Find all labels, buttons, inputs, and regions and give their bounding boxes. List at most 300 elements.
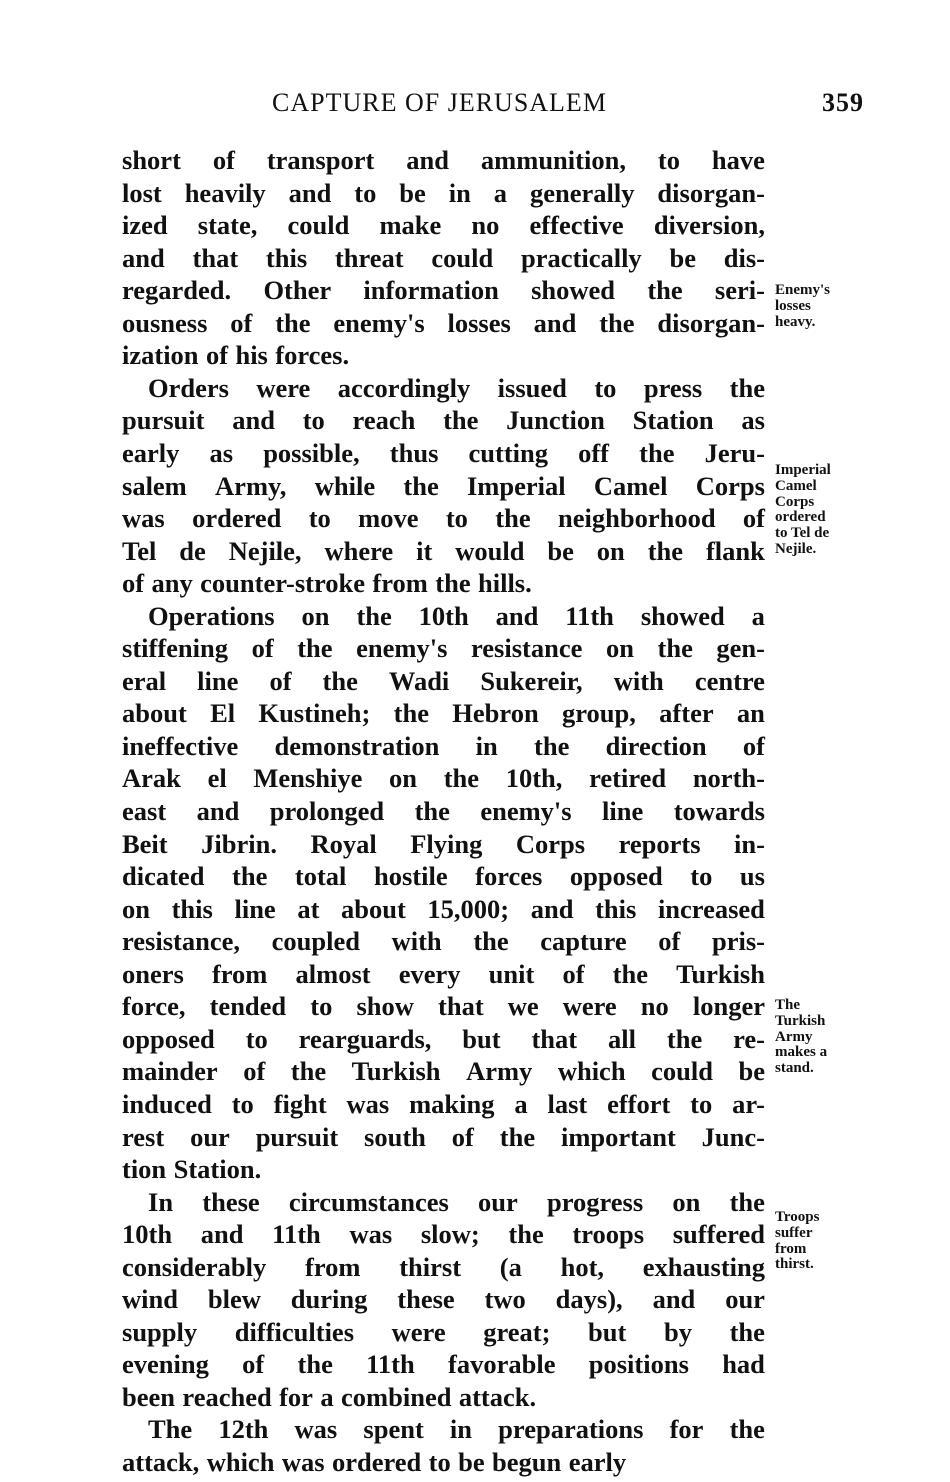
word: centre xyxy=(694,665,765,696)
word: 11th xyxy=(272,1219,321,1250)
text-line xyxy=(148,600,765,632)
word: fight xyxy=(273,1088,327,1119)
word: state, xyxy=(197,210,258,241)
word: counter-stroke xyxy=(200,568,365,599)
word: line xyxy=(197,665,239,696)
word: making xyxy=(409,1088,495,1119)
word: neighborhood xyxy=(557,503,716,534)
word: us xyxy=(739,861,765,892)
margin-note-line: suffer xyxy=(775,1224,813,1241)
word: total xyxy=(294,861,347,892)
word: effort xyxy=(607,1088,671,1119)
word: and xyxy=(406,145,449,175)
word: no xyxy=(471,210,500,241)
word: enemy's xyxy=(480,796,572,826)
word: Camel xyxy=(593,470,668,501)
word: with xyxy=(613,665,664,696)
word: Imperial xyxy=(466,470,566,501)
word: this xyxy=(595,893,637,924)
page-number: 359 xyxy=(822,88,864,117)
margin-note-line: stand. xyxy=(775,1060,814,1077)
text-line xyxy=(122,1381,765,1413)
word: which xyxy=(557,1056,626,1087)
word: disorgan- xyxy=(657,177,765,208)
word: from xyxy=(305,1251,361,1282)
word: Station. xyxy=(173,1154,262,1185)
text-line xyxy=(122,958,765,990)
word: the xyxy=(495,503,531,534)
word: considerably xyxy=(122,1251,267,1282)
margin-note-line: Nejile. xyxy=(775,541,817,557)
word: could xyxy=(651,1056,713,1087)
word: have xyxy=(711,145,765,175)
word: be xyxy=(458,1447,485,1477)
word: Flying xyxy=(410,828,483,859)
margin-note-line: thirst. xyxy=(775,1256,814,1273)
word: Menshiye xyxy=(253,763,363,794)
word: to xyxy=(428,1447,451,1477)
margin-note-line: makes a xyxy=(775,1044,828,1061)
word: forces. xyxy=(275,340,350,371)
word: pursuit xyxy=(255,1121,339,1152)
word: showed xyxy=(640,600,725,631)
word: information xyxy=(363,275,499,306)
word: of xyxy=(742,730,765,761)
word: our xyxy=(725,1284,765,1315)
margin-note-line: Imperial xyxy=(775,462,831,478)
text-line xyxy=(122,567,765,599)
word: of xyxy=(243,1056,266,1087)
word: and xyxy=(533,307,577,338)
text-line xyxy=(122,697,765,729)
word: attack, xyxy=(122,1447,200,1477)
word: Beit xyxy=(122,828,168,859)
word: 10th, xyxy=(505,763,563,794)
word: to xyxy=(354,177,377,208)
word: spent xyxy=(363,1414,424,1445)
word: 11th xyxy=(565,600,614,631)
text-line xyxy=(122,632,765,664)
text-line xyxy=(122,665,765,697)
word: accordingly xyxy=(337,372,471,403)
word: ar- xyxy=(732,1088,765,1119)
word: the xyxy=(508,1219,544,1250)
text-line xyxy=(122,177,765,209)
word: (a xyxy=(499,1251,522,1282)
word: Turkish xyxy=(351,1056,441,1087)
word: to xyxy=(657,145,680,175)
word: the xyxy=(729,372,765,403)
word: in xyxy=(449,1414,473,1445)
word: last xyxy=(547,1088,588,1119)
word: it xyxy=(416,535,433,566)
word: a xyxy=(320,1381,334,1412)
running-header-title: CAPTURE OF JERUSALEM xyxy=(272,88,607,117)
word: thus xyxy=(389,437,439,468)
word: to xyxy=(245,1023,268,1054)
word: on xyxy=(605,633,634,664)
word: show xyxy=(356,991,414,1022)
word: direction xyxy=(605,730,707,761)
text-line xyxy=(122,1088,765,1120)
word: difficulties xyxy=(234,1316,355,1347)
word: induced xyxy=(122,1088,212,1119)
text-line xyxy=(122,925,765,957)
word: tended xyxy=(209,991,287,1022)
word: and xyxy=(122,242,165,273)
word: increased xyxy=(657,893,765,924)
word: hostile xyxy=(373,861,448,892)
text-line xyxy=(122,1121,765,1153)
text-line xyxy=(148,372,765,404)
word: his xyxy=(235,340,268,371)
word: almost xyxy=(295,958,371,989)
margin-note-line: losses xyxy=(775,297,811,314)
word: threat xyxy=(334,242,404,273)
word: capture xyxy=(540,926,627,957)
word: showed xyxy=(531,275,616,306)
word: regarded. xyxy=(122,275,232,306)
word: no xyxy=(640,991,669,1022)
word: ization xyxy=(122,340,199,371)
word: that xyxy=(438,991,484,1022)
word: to xyxy=(308,503,331,534)
word: were xyxy=(391,1316,446,1347)
word: on xyxy=(301,600,330,631)
word: the xyxy=(666,1023,703,1054)
word: progress xyxy=(546,1186,644,1217)
word: south xyxy=(364,1121,426,1152)
word: be xyxy=(738,1056,765,1087)
word: blew xyxy=(207,1284,261,1315)
word: Wadi xyxy=(388,665,450,696)
word: rest xyxy=(122,1121,165,1152)
word: the xyxy=(232,861,268,892)
word: Royal xyxy=(310,828,377,859)
word: be xyxy=(547,535,574,566)
word: el xyxy=(207,763,227,794)
word: after xyxy=(659,698,714,729)
word: Turkish xyxy=(676,958,765,989)
word: the xyxy=(297,633,333,664)
word: resistance xyxy=(470,633,583,664)
text-line xyxy=(122,990,765,1022)
word: supply xyxy=(122,1316,198,1347)
word: Corps xyxy=(515,828,586,859)
text-line xyxy=(122,470,765,502)
text-line xyxy=(122,828,765,860)
word: as xyxy=(209,437,234,468)
text-line xyxy=(122,339,765,371)
word: during xyxy=(290,1284,368,1315)
word: generally xyxy=(529,177,635,208)
text-line xyxy=(122,437,765,469)
word: was xyxy=(281,1447,325,1477)
word: Arak xyxy=(122,763,181,794)
margin-note-line: ordered xyxy=(775,509,826,526)
word: ineffective xyxy=(122,730,239,761)
word: reached xyxy=(182,1381,272,1412)
word: hot, xyxy=(560,1251,605,1282)
word: force, xyxy=(122,991,186,1022)
word: where xyxy=(324,535,394,566)
margin-note-line: The xyxy=(775,997,801,1013)
word: Station xyxy=(632,405,714,436)
word: mainder xyxy=(122,1056,218,1087)
word: the xyxy=(443,763,480,794)
word: towards xyxy=(673,796,765,826)
text-line xyxy=(122,404,765,436)
word: Army, xyxy=(215,470,287,501)
word: 10th xyxy=(122,1219,173,1250)
word: Jibrin. xyxy=(201,828,277,859)
word: hills. xyxy=(477,568,532,599)
word: our xyxy=(478,1186,518,1217)
word: diversion, xyxy=(653,210,765,241)
word: had xyxy=(722,1349,765,1380)
word: off xyxy=(578,437,610,468)
word: was xyxy=(346,1088,390,1119)
word: east xyxy=(122,796,167,826)
word: the xyxy=(729,1186,765,1217)
word: Corps xyxy=(695,470,765,501)
word: the xyxy=(443,405,479,436)
word: great; xyxy=(483,1316,551,1347)
word: Junction xyxy=(506,405,605,436)
word: opposed xyxy=(122,1023,215,1054)
word: press xyxy=(643,372,703,403)
word: for xyxy=(669,1414,704,1445)
text-line xyxy=(122,535,765,567)
word: the xyxy=(435,568,471,599)
word: and xyxy=(530,893,574,924)
word: the xyxy=(473,926,509,957)
word: about xyxy=(122,698,187,729)
word: important xyxy=(560,1121,676,1152)
word: issued xyxy=(497,372,567,403)
text-line xyxy=(122,1283,765,1315)
word: Tel xyxy=(122,535,157,566)
text-line xyxy=(122,1251,765,1283)
word: by xyxy=(663,1316,692,1347)
word: which xyxy=(206,1447,275,1477)
word: heavily xyxy=(184,177,266,208)
word: these xyxy=(202,1186,260,1217)
word: salem xyxy=(122,470,187,501)
word: resistance, xyxy=(122,926,240,957)
word: suffered xyxy=(672,1219,765,1250)
text-line xyxy=(122,1348,765,1380)
word: about xyxy=(341,893,406,924)
text-line xyxy=(122,730,765,762)
word: enemy's xyxy=(356,633,448,664)
word: ized xyxy=(122,210,168,241)
word: north- xyxy=(692,763,765,794)
word: dicated xyxy=(122,861,205,892)
word: Junc- xyxy=(701,1121,765,1152)
word: the xyxy=(534,730,570,761)
word: in xyxy=(475,730,498,761)
word: practically xyxy=(521,242,642,273)
word: days), xyxy=(555,1284,623,1315)
word: line xyxy=(602,796,644,826)
word: the xyxy=(729,1316,765,1347)
word: favorable xyxy=(448,1349,556,1380)
word: on xyxy=(596,535,625,566)
word: in- xyxy=(734,828,765,859)
text-line xyxy=(122,1153,765,1185)
margin-note-line: to Tel de xyxy=(775,525,830,542)
word: the xyxy=(322,665,358,696)
word: 12th xyxy=(218,1414,269,1445)
word: 15,000; xyxy=(427,893,510,924)
word: flank xyxy=(705,535,765,566)
word: the xyxy=(297,1349,333,1380)
word: of xyxy=(242,1349,265,1380)
word: were xyxy=(562,991,617,1022)
word: a xyxy=(514,1088,528,1119)
word: were xyxy=(256,372,311,403)
word: losses xyxy=(447,307,511,338)
word: we xyxy=(507,991,539,1022)
word: effective xyxy=(529,210,624,241)
text-line xyxy=(148,1186,765,1218)
word: opposed xyxy=(569,861,663,892)
word: all xyxy=(608,1023,636,1054)
word: the xyxy=(599,307,635,338)
word: would xyxy=(455,535,525,566)
word: the xyxy=(290,1056,327,1087)
word: make xyxy=(379,210,442,241)
word: dis- xyxy=(723,242,765,273)
word: preparations xyxy=(498,1414,644,1445)
word: short xyxy=(122,145,181,175)
margin-note-line: from xyxy=(775,1240,807,1257)
word: on xyxy=(389,763,418,794)
word: the xyxy=(639,437,675,468)
text-line xyxy=(122,860,765,892)
word: oners xyxy=(122,958,184,989)
text-line xyxy=(122,1446,765,1478)
word: the xyxy=(647,535,684,566)
word: de xyxy=(179,535,206,566)
word: coupled xyxy=(271,926,360,957)
word: to xyxy=(231,1088,254,1119)
word: early xyxy=(568,1447,627,1477)
text-line xyxy=(122,795,765,827)
word: reach xyxy=(352,405,416,436)
word: of xyxy=(451,1121,474,1152)
word: Operations xyxy=(148,600,275,631)
word: while xyxy=(314,470,376,501)
word: a xyxy=(751,600,765,631)
word: 11th xyxy=(366,1349,415,1380)
word: rearguards, xyxy=(298,1023,432,1054)
word: troops xyxy=(572,1219,645,1250)
word: In xyxy=(148,1186,174,1217)
text-line xyxy=(122,144,765,176)
word: the xyxy=(647,275,683,306)
word: that xyxy=(531,1023,578,1054)
word: any xyxy=(151,568,193,599)
word: eral xyxy=(122,665,167,696)
text-line xyxy=(122,307,765,339)
word: the xyxy=(356,600,392,631)
text-line xyxy=(122,893,765,925)
word: early xyxy=(122,437,180,468)
text-line xyxy=(122,1055,765,1087)
word: to xyxy=(690,1088,713,1119)
word: from xyxy=(211,958,268,989)
word: to xyxy=(445,503,468,534)
word: could xyxy=(431,242,494,273)
word: and xyxy=(652,1284,696,1315)
word: for xyxy=(279,1381,313,1412)
word: disorgan- xyxy=(657,307,765,338)
word: gen- xyxy=(716,633,765,664)
word: ousness xyxy=(122,307,208,338)
word: and xyxy=(196,796,240,826)
word: the xyxy=(499,1121,536,1152)
text-line xyxy=(122,1218,765,1250)
word: of xyxy=(562,958,585,989)
word: Orders xyxy=(148,372,229,403)
word: pris- xyxy=(711,926,765,957)
word: Army xyxy=(466,1056,533,1087)
word: possible, xyxy=(263,437,360,468)
word: combined xyxy=(341,1381,452,1412)
word: ordered xyxy=(331,1447,422,1477)
word: but xyxy=(462,1023,501,1054)
word: as xyxy=(741,405,765,436)
word: The xyxy=(148,1414,193,1445)
word: be xyxy=(399,177,426,208)
text-line xyxy=(148,1413,765,1445)
word: with xyxy=(391,926,442,957)
word: the xyxy=(729,1414,765,1445)
word: seri- xyxy=(714,275,765,306)
word: this xyxy=(171,893,213,924)
word: of xyxy=(742,503,765,534)
text-line xyxy=(122,209,765,241)
word: circumstances xyxy=(288,1186,449,1217)
word: retired xyxy=(589,763,667,794)
word: exhausting xyxy=(642,1251,765,1282)
word: Jeru- xyxy=(704,437,765,468)
word: Sukereir, xyxy=(480,665,583,696)
word: but xyxy=(588,1316,627,1347)
text-line xyxy=(122,1316,765,1348)
word: the xyxy=(403,470,439,501)
word: wind xyxy=(122,1284,178,1315)
word: begun xyxy=(492,1447,562,1477)
word: tion xyxy=(122,1154,167,1185)
margin-note-line: heavy. xyxy=(775,313,816,330)
word: to xyxy=(302,405,325,436)
word: and xyxy=(200,1219,244,1250)
text-line xyxy=(122,1023,765,1055)
word: prolonged xyxy=(269,796,385,826)
word: of xyxy=(658,926,681,957)
word: to xyxy=(690,861,713,892)
word: Other xyxy=(263,275,332,306)
word: was xyxy=(122,503,165,534)
word: enemy's xyxy=(333,307,425,338)
word: re- xyxy=(733,1023,765,1054)
word: transport xyxy=(266,145,375,175)
word: Hebron xyxy=(452,698,539,729)
word: could xyxy=(287,210,350,241)
